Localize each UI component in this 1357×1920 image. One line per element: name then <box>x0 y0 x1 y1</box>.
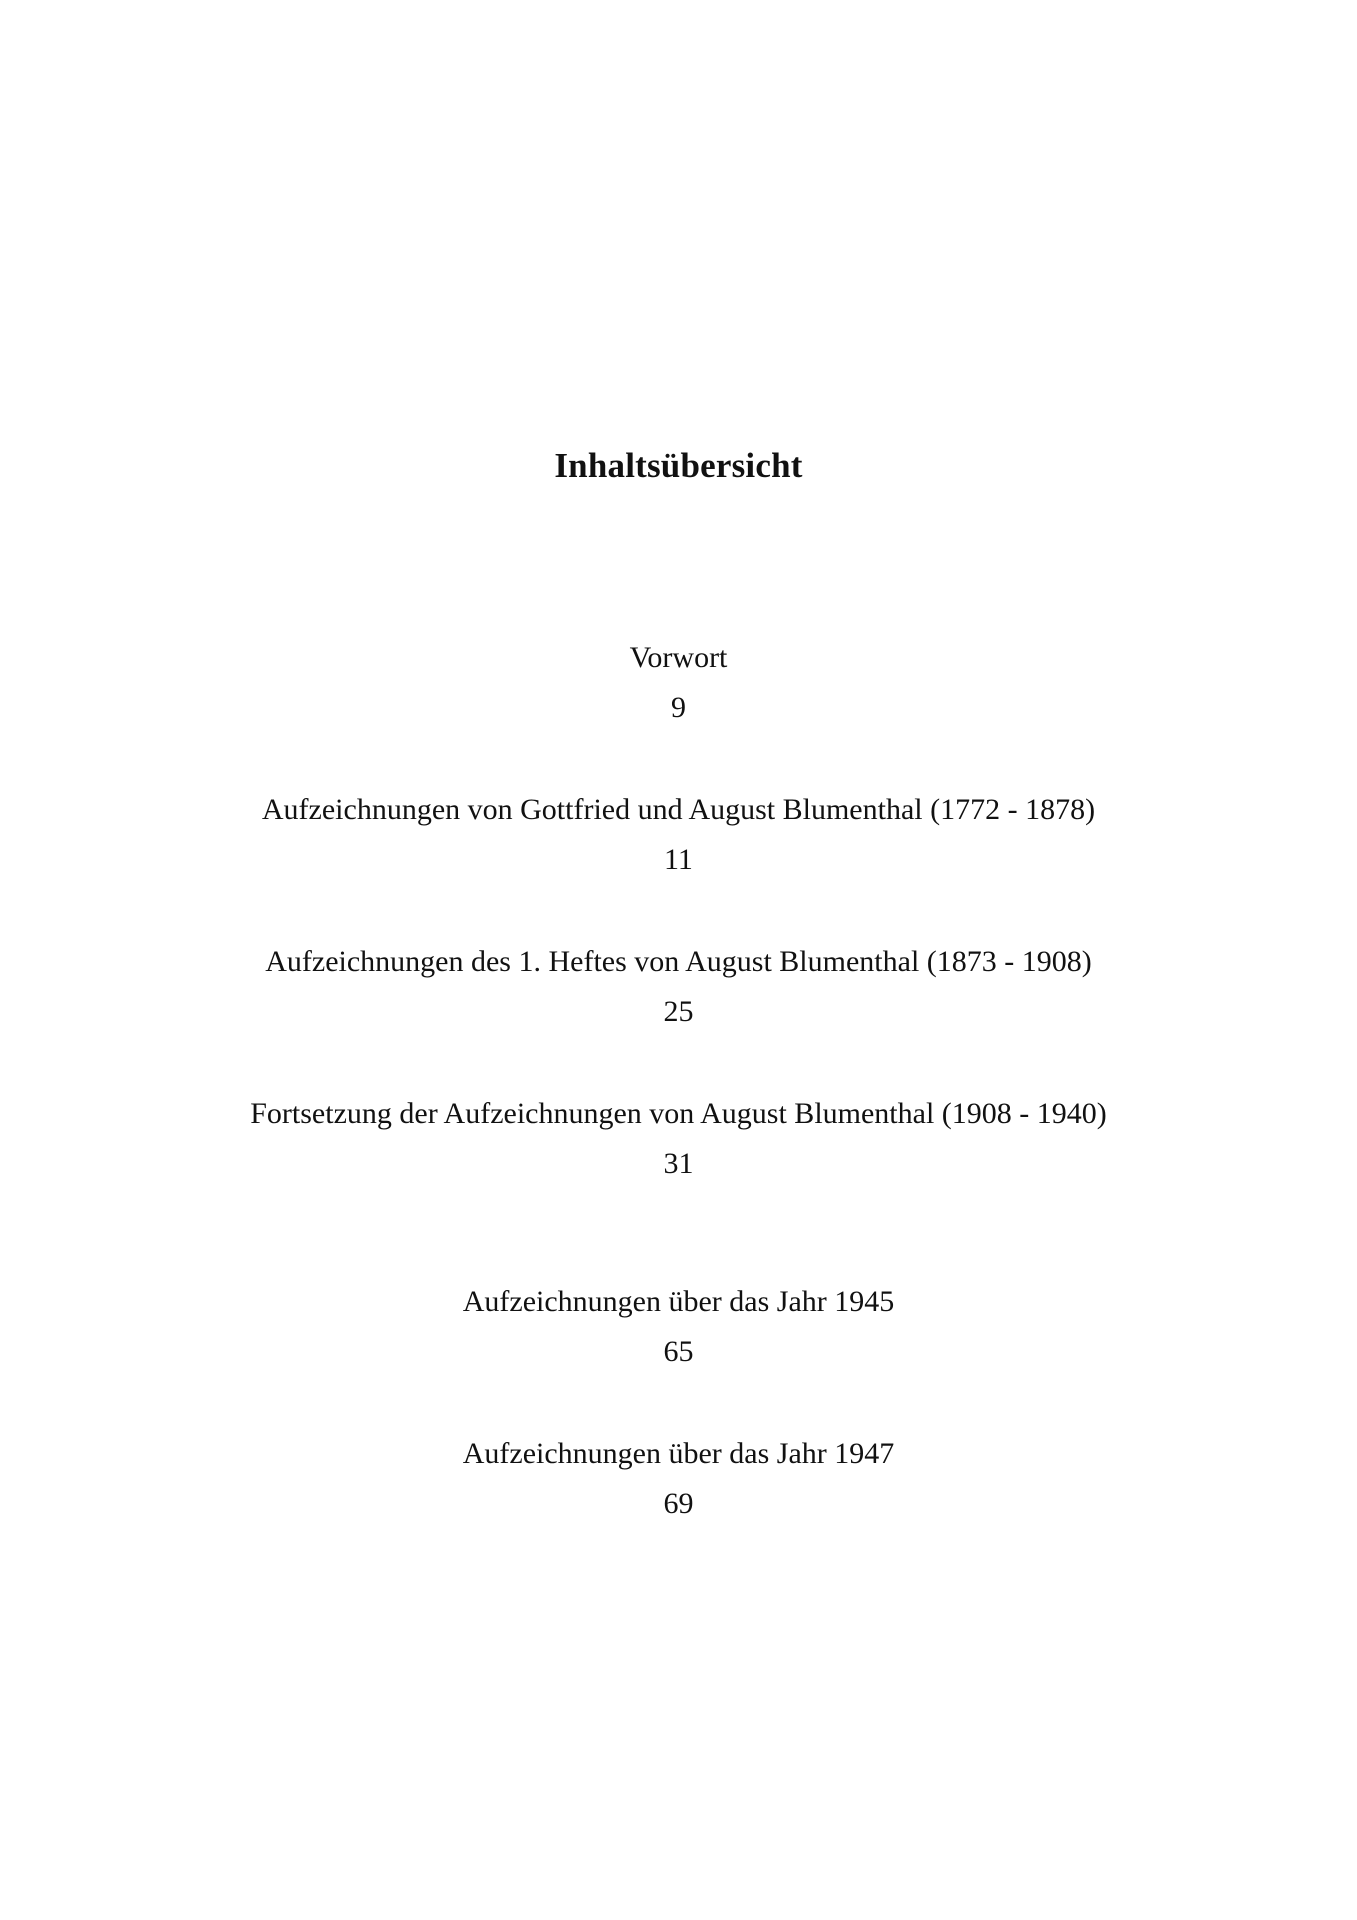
toc-entry-title: Aufzeichnungen des 1. Heftes von August Blumenthal (1873 - 1908) <box>265 945 1092 978</box>
toc-entry-1945 <box>0 1284 1357 1370</box>
toc-entry-gottfried-august <box>0 792 1357 878</box>
toc-entry-heft-1 <box>0 944 1357 1030</box>
toc-entry-title: Vorwort <box>629 641 728 674</box>
toc-entry-title: Aufzeichnungen über das Jahr 1945 <box>462 1285 895 1318</box>
toc-entry-title: Fortsetzung der Aufzeichnungen von August Blumenthal (1908 - 1940) <box>250 1097 1107 1130</box>
toc-entry-fortsetzung <box>0 1096 1357 1182</box>
toc-entry-vorwort <box>0 640 1357 726</box>
toc-entry-title: Aufzeichnungen über das Jahr 1947 <box>462 1437 895 1470</box>
toc-entry-page: 65 <box>663 1335 694 1368</box>
toc-entry-page: 25 <box>663 995 694 1028</box>
toc-entry-1947 <box>0 1436 1357 1522</box>
toc-entry-page: 9 <box>671 691 686 724</box>
toc-entry-page: 31 <box>663 1147 694 1180</box>
page-title: Inhaltsübersicht <box>554 446 803 485</box>
toc-entry-page: 69 <box>663 1487 694 1520</box>
toc-entry-title: Aufzeichnungen von Gottfried und August Blumenthal (1772 - 1878) <box>261 793 1096 826</box>
toc-entry-page: 11 <box>664 843 693 876</box>
